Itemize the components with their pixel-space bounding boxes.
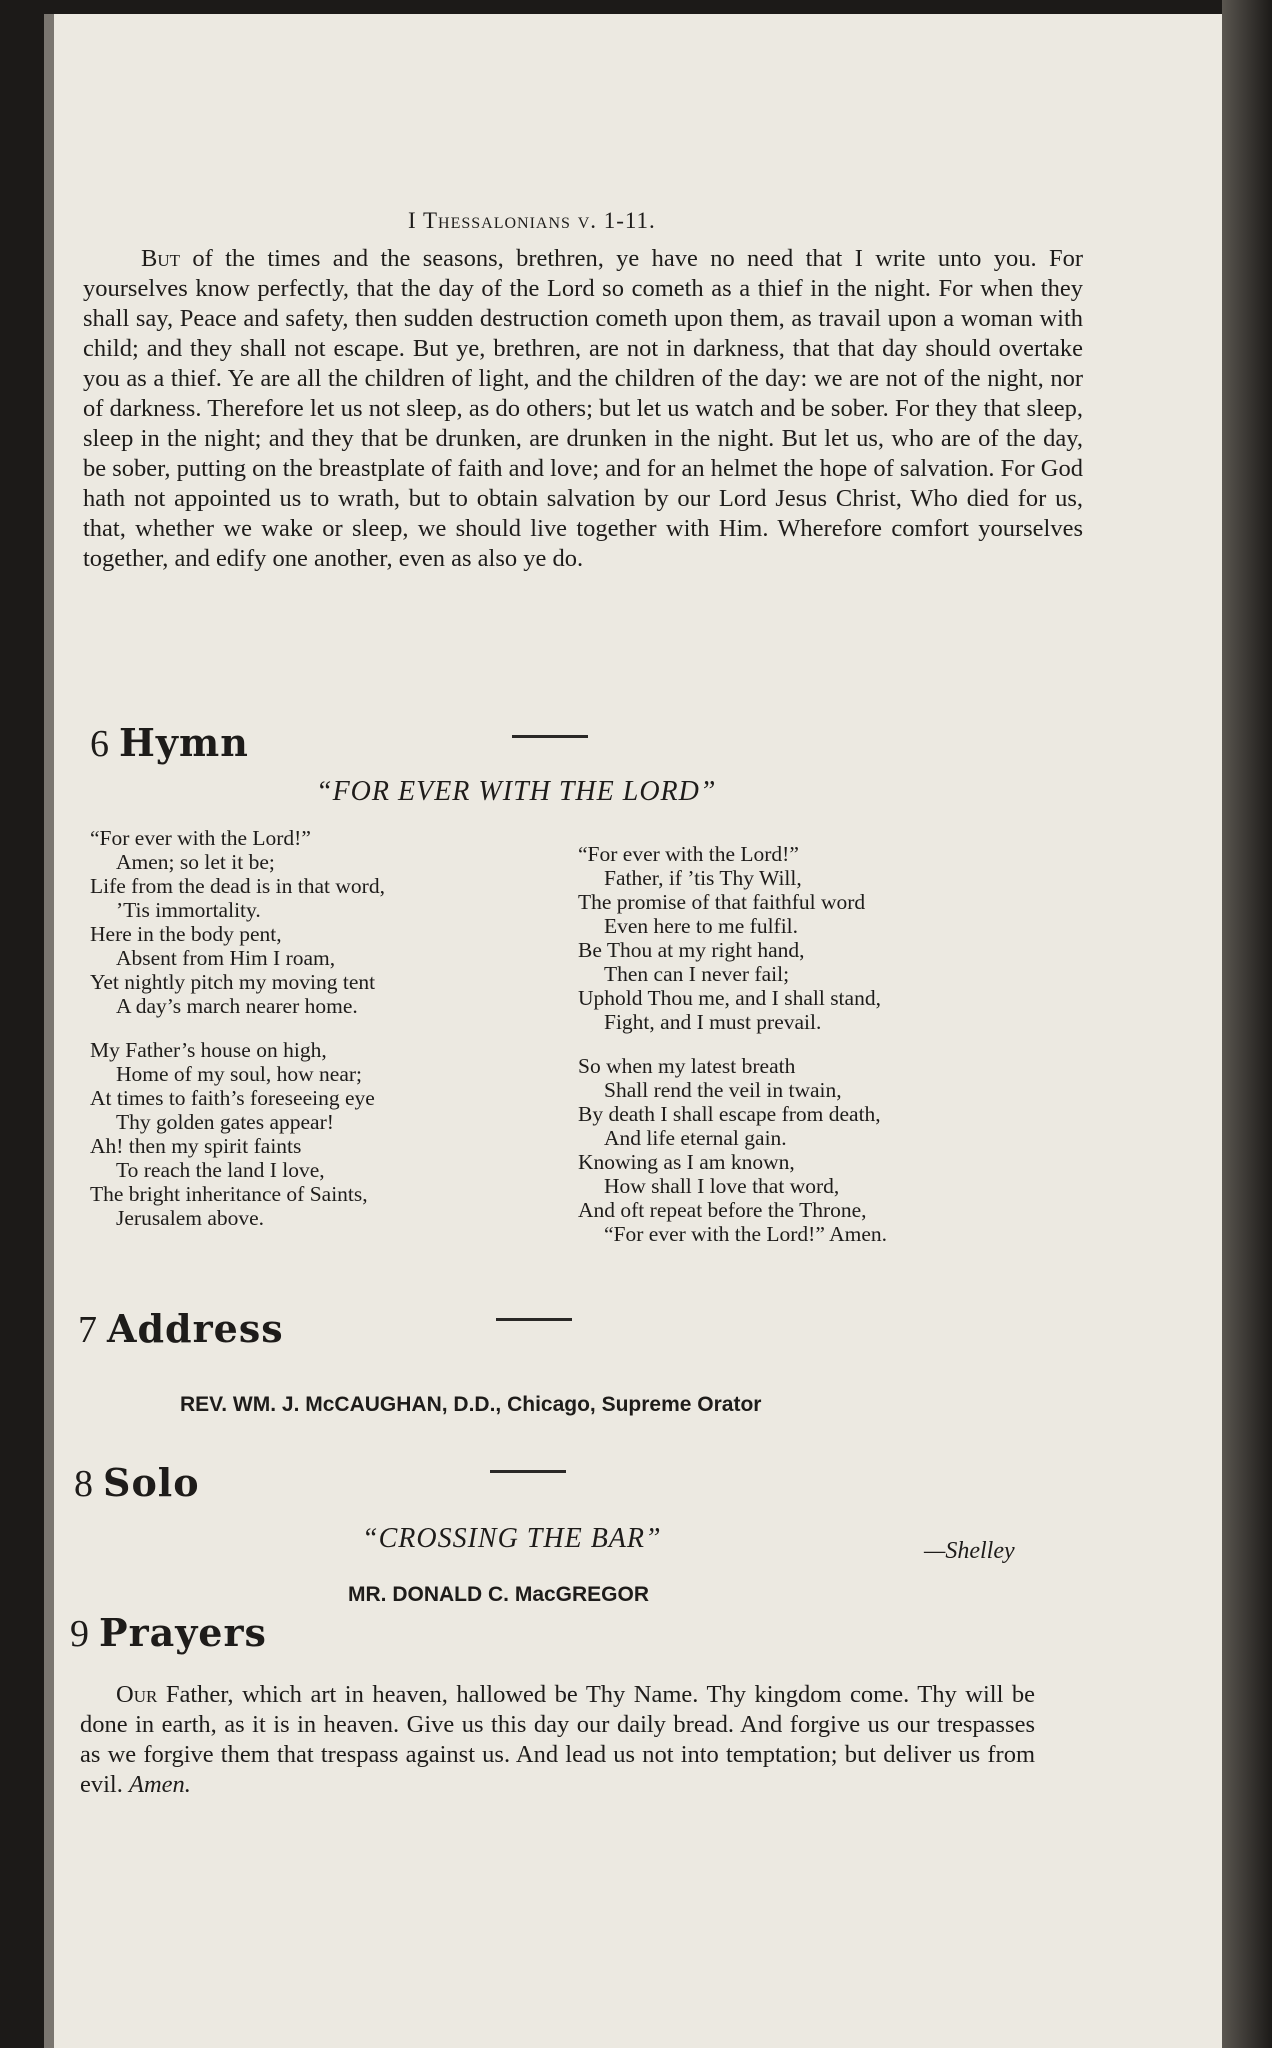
solo-heading [74,1460,200,1506]
hymn-left-column [90,826,385,1230]
divider-rule [496,1318,572,1321]
hymn-line: Be Thou at my right hand, [578,938,805,962]
hymn-line: Thy golden gates appear! [116,1110,334,1134]
solo-title: “CROSSING THE BAR” [362,1523,662,1554]
hymn-line: “For ever with the Lord!” [578,842,799,866]
hymn-line: The bright inheritance of Saints, [90,1182,368,1206]
hymn-line: Absent from Him I roam, [116,946,336,970]
hymn-line: Then can I never fail; [604,962,790,986]
address-heading-label: Address [107,1306,284,1351]
address-number: 7 [78,1309,97,1351]
hymn-line: At times to faith’s foreseeing eye [90,1086,375,1110]
hymn-line: Yet nightly pitch my moving tent [90,970,376,994]
divider-rule [490,1470,566,1473]
prayers-amen: Amen. [129,1771,191,1798]
hymn-line: “For ever with the Lord!” Amen. [604,1222,887,1246]
scripture-title: I Thessalonians v. 1-11. [408,208,656,233]
prayers-text: Father, which art in heaven, hallowed be Thy Name. Thy kingdom come. Thy will be done in earth, as it is in heaven. Give us this day our daily bread. And forgive us our trespasses as we forgive them that trespass against us. And lead us not into temptation; but deliver us from evil. [80,1681,1035,1798]
hymn-line: Even here to me fulfil. [604,914,799,938]
hymn-stanza [578,842,887,1034]
hymn-number: 6 [90,723,109,765]
hymn-line: Here in the body pent, [90,922,282,946]
hymn-line: By death I shall escape from death, [578,1102,881,1126]
hymn-line: A day’s march nearer home. [116,994,358,1018]
solo-number: 8 [74,1463,93,1505]
hymn-heading [90,720,249,766]
solo-composer: —Shelley [924,1538,1015,1564]
scripture-text: of the times and the seasons, brethren, ye have no need that I write unto you. For yourselves know perfectly, that the day of the Lord so cometh as a thief in the night. For when they shall say, Peace and safety, then sudden destruction cometh upon them, as travail upon a woman with child; and they shall not escape. But ye, brethren, are not in darkness, that that day should overtake you as a thief. Ye are all the children of light, and the children of the day: we are not of the night, nor of darkness. Therefore let us not sleep, as do others; but let us watch and be sober. For they that sleep, sleep in the night; and they that be drunken, are drunken in the night. But let us, who are of the day, be sober, putting on the breastplate of faith and love; and for an helmet the hope of salvation. For God hath not appointed us to wrath, but to obtain salvation by our Lord Jesus Christ, Who died for us, that, whether we wake or sleep, we should live together with Him. Wherefore comfort yourselves together, and edify one another, even as also ye do. [83,245,1084,572]
prayers-heading [70,1610,267,1656]
hymn-line: So when my latest breath [578,1054,796,1078]
hymn-right-column [578,842,887,1246]
hymn-stanza [90,826,385,1018]
hymn-line: Father, if ’tis Thy Will, [604,866,802,890]
hymn-line: Fight, and I must prevail. [604,1010,822,1034]
hymn-line: Amen; so let it be; [116,850,275,874]
prayers-heading-label: Prayers [99,1610,267,1655]
prayers-number: 9 [70,1613,89,1655]
scripture-passage [83,244,1083,574]
hymn-line: Knowing as I am known, [578,1150,795,1174]
hymn-line: “For ever with the Lord!” [90,826,311,850]
hymn-stanza [578,1054,887,1246]
hymn-line: The promise of that faithful word [578,890,866,914]
hymn-title: “FOR EVER WITH THE LORD” [316,776,717,807]
address-speaker: REV. WM. J. McCAUGHAN, D.D., Chicago, Supreme Orator [180,1393,762,1416]
hymn-line: Shall rend the veil in twain, [604,1078,842,1102]
hymn-line: Uphold Thou me, and I shall stand, [578,986,881,1010]
hymn-line: Home of my soul, how near; [116,1062,363,1086]
hymn-line: And oft repeat before the Throne, [578,1198,867,1222]
hymn-line: ’Tis immortality. [116,898,261,922]
hymn-line: Life from the dead is in that word, [90,874,385,898]
prayers-passage [80,1680,1035,1800]
solo-heading-label: Solo [103,1460,200,1505]
hymn-line: My Father’s house on high, [90,1038,327,1062]
hymn-line: How shall I love that word, [604,1174,840,1198]
solo-performer: MR. DONALD C. MacGREGOR [348,1583,650,1606]
hymn-line: Ah! then my spirit faints [90,1134,302,1158]
hymn-line: To reach the land I love, [116,1158,325,1182]
divider-rule [512,735,588,738]
hymn-line: Jerusalem above. [116,1206,265,1230]
prayers-lead: Our [116,1681,158,1708]
address-heading [78,1306,284,1352]
hymn-heading-label: Hymn [119,720,249,765]
hymn-stanza [90,1038,385,1230]
hymn-line: And life eternal gain. [604,1126,787,1150]
scripture-lead: But [141,245,181,272]
